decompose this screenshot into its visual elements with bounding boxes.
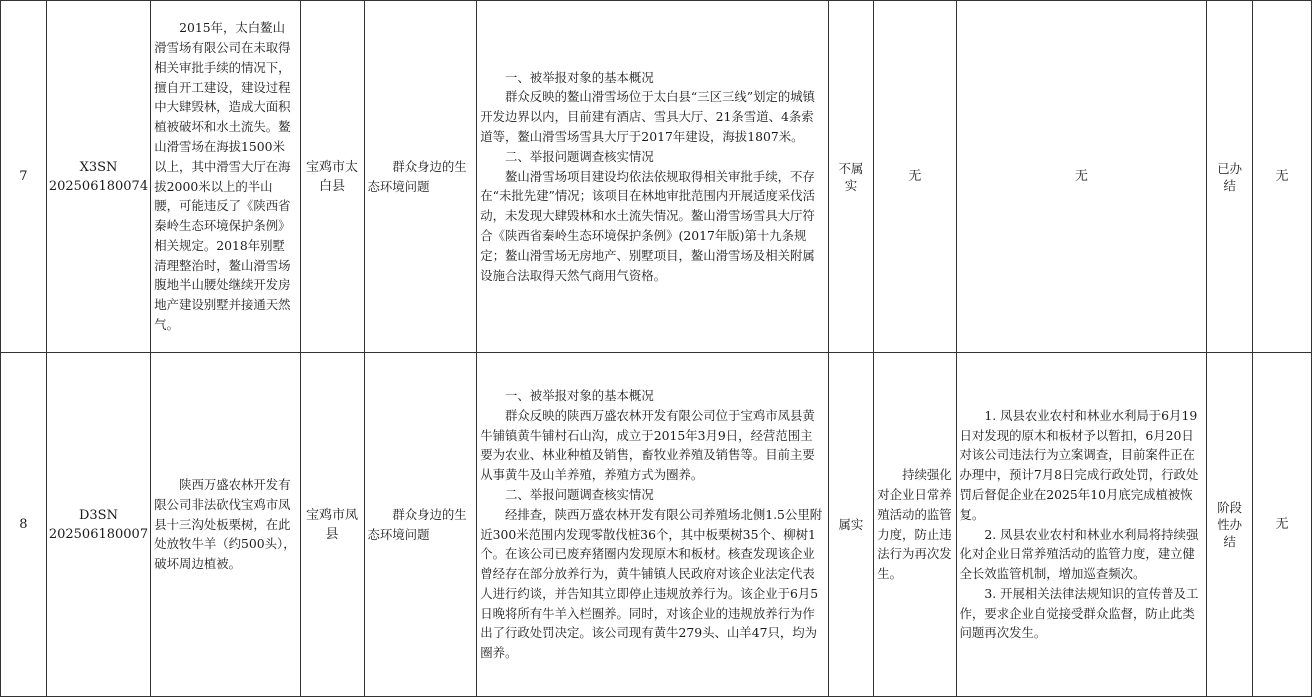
row-index: 7 [1, 1, 47, 353]
accountability: 无 [1253, 353, 1312, 697]
investigation-result: 一、被举报对象的基本概况 群众反映的陕西万盛农林开发有限公司位于宝鸡市凤县黄牛铺镇黄牛铺村石山沟，成立于2015年3月9日，经营范围主要为农业、林业种植及销售，畜牧业养殖及销售等。目前主要从事黄牛及山羊养殖，养殖方式为圈养。 二、举报问题调查核实情况 经排查，陕西万盛农林开发有限公司养殖场北侧1.5公里附近300米范围内发现零散伐桩36个，其中板栗树35个、柳树1个。在该公司已废弃猪圈内发现原木和板材。核查发现该企业曾经存在部分放养行为，黄牛铺镇人民政府对该企业法定代表人进行约谈，并告知其立即停止违规放养行为。该企业于6月5日晚将所有牛羊入栏圈养。同时，对该企业的违规放养行为作出了行政处罚决定。该公司现有黄牛279头、山羊47只，均为圈养。 [477, 353, 828, 697]
region: 宝鸡市太白县 [300, 1, 364, 353]
accountability: 无 [1253, 1, 1312, 353]
case-code-number: 202506180074 [48, 178, 149, 194]
pollution-category: 群众身边的生态环境问题 [364, 353, 477, 697]
complaint-content: 2015年，太白鳌山滑雪场有限公司在未取得相关审批手续的情况下，擅自开工建设，建设过程中大肆毁林，造成大面积植被破坏和水土流失。鳌山滑雪场在海拔1500米以上，其中滑雪大厅在海拔2000米以上的半山腰，可能违反了《陕西省秦岭生态环境保护条例》相关规定。2018年别墅清理整治时，鳌山滑雪场腹地半山腰处继续开发房地产建设别墅并接通天然气。 [151, 1, 300, 353]
progress-status: 阶段性办结 [1207, 353, 1253, 697]
case-code-prefix: D3SN [78, 507, 118, 523]
verification-status: 属实 [828, 353, 874, 697]
region: 宝鸡市凤县 [300, 353, 364, 697]
case-code-number: 202506180007 [48, 526, 149, 542]
rectification-measures: 无 [956, 1, 1207, 353]
pollution-category: 群众身边的生态环境问题 [364, 1, 477, 353]
case-code-prefix: X3SN [79, 159, 118, 175]
row-index: 8 [1, 353, 47, 697]
case-code-cell [46, 353, 151, 697]
progress-status: 已办结 [1207, 1, 1253, 353]
rectification-measures: 1. 凤县农业农村和林业水利局于6月19日对发现的原木和板材予以暂扣，6月20日对该公司违法行为立案调查，目前案件正在办理中，预计7月8日完成行政处罚，行政处罚后督促企业在2025年10月底完成植被恢复。 2. 凤县农业农村和林业水利局将持续强化对企业日常养殖活动的监管力度，建立健全长效监管机制，增加巡查频次。 3. 开展相关法律法规知识的宣传普及工作，要求企业自觉接受群众监督，防止此类问题再次发生。 [956, 353, 1207, 697]
case-code-cell [46, 1, 151, 353]
handling-measures: 无 [874, 1, 956, 353]
investigation-result: 一、被举报对象的基本概况 群众反映的鳌山滑雪场位于太白县“三区三线”划定的城镇开发边界以内，目前建有酒店、雪具大厅、21条雪道、4条索道等，鳌山滑雪场雪具大厅于2017年建设，海拔1807米。 二、举报问题调查核实情况 鳌山滑雪场项目建设均依法依规取得相关审批手续，不存在“未批先建”情况；该项目在林地审批范围内开展适度采伐活动，未发现大肆毁林和水土流失情况。鳌山滑雪场雪具大厅符合《陕西省秦岭生态环境保护条例》(2017年版)第十九条规定；鳌山滑雪场无房地产、别墅项目，鳌山滑雪场及相关附属设施合法取得天然气商用气资格。 [477, 1, 828, 353]
complaint-content: 陕西万盛农林开发有限公司非法砍伐宝鸡市凤县十三沟处板栗树，在此处放牧牛羊（约500头），破坏周边植被。 [151, 353, 300, 697]
table-row [1, 1, 1312, 353]
verification-status: 不属实 [828, 1, 874, 353]
handling-measures: 持续强化对企业日常养殖活动的监管力度，防止违法行为再次发生。 [874, 353, 956, 697]
table-row [1, 353, 1312, 697]
